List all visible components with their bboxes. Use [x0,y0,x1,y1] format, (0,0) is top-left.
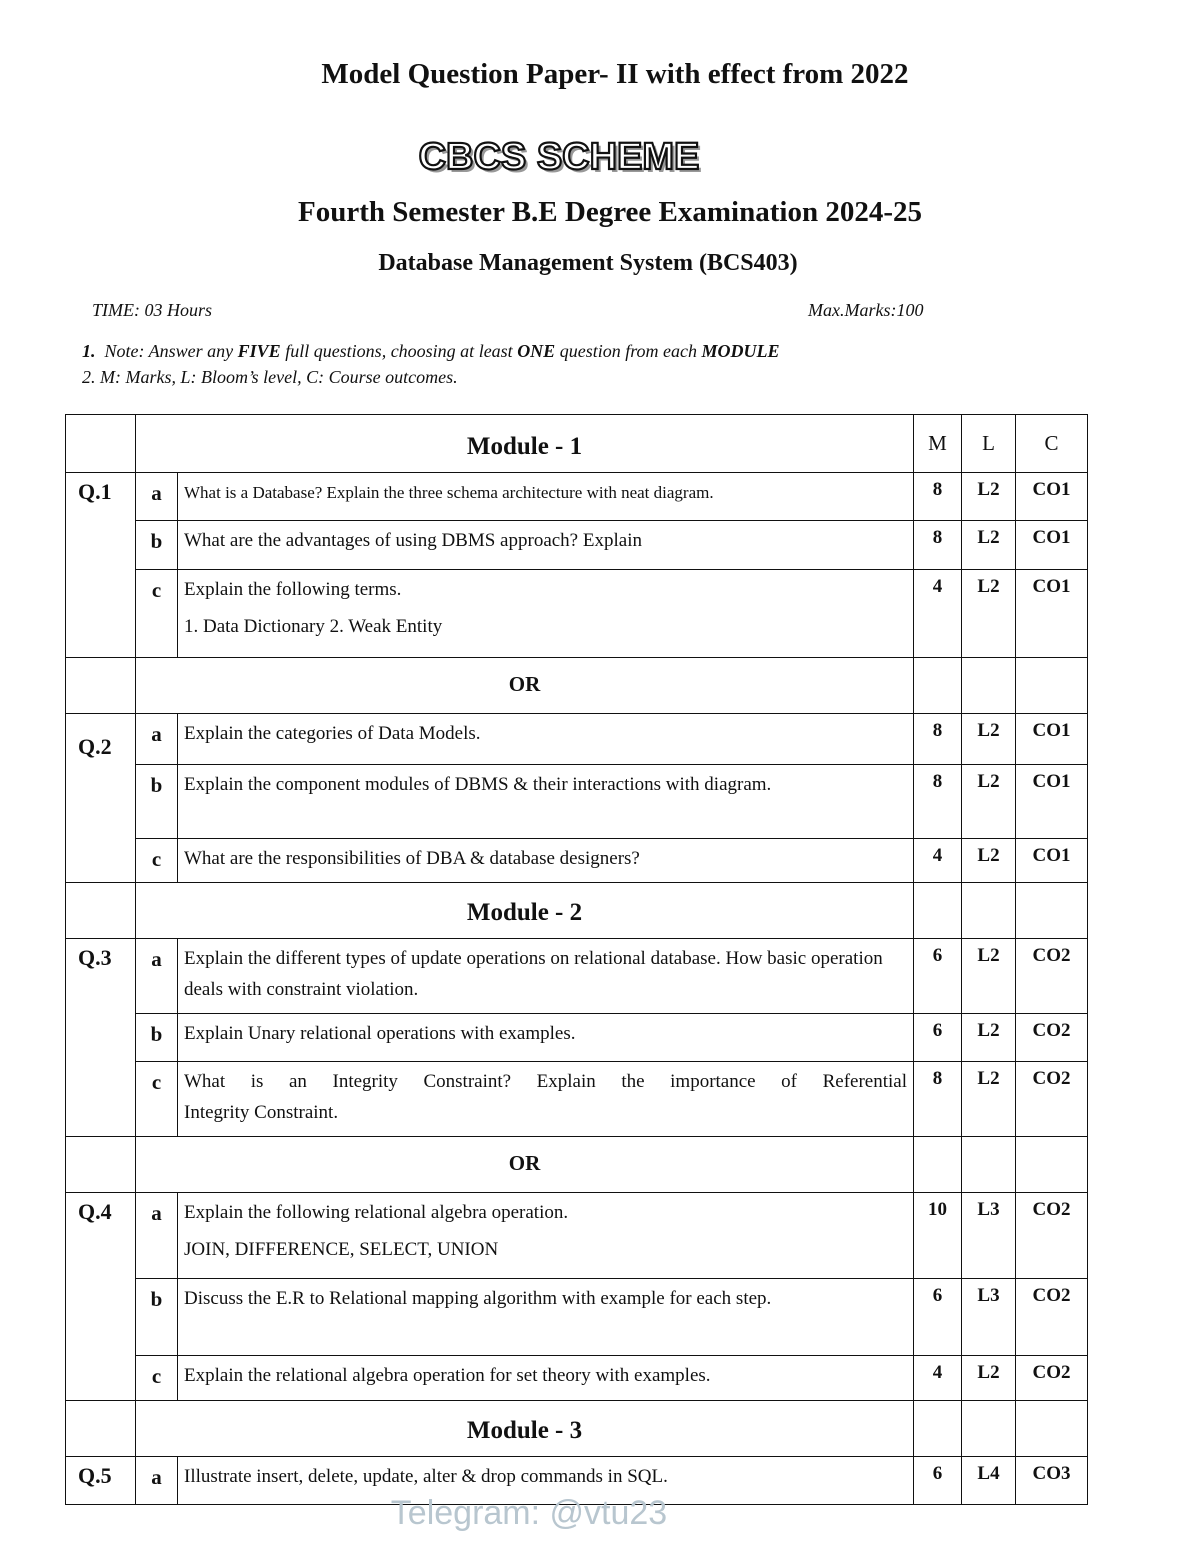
question-text-line-1: What is an Integrity Constraint? Explain the importance of Referential [184,1071,907,1092]
course-outcome: CO1 [1016,765,1088,839]
course-outcome: CO2 [1016,1062,1088,1137]
sub-label: a [136,939,178,1014]
marks: 8 [914,714,962,765]
module-3-heading: Module - 3 [136,1401,914,1457]
bloom-level: L2 [962,939,1016,1014]
module-header-row [66,415,1088,473]
bloom-level: L3 [962,1279,1016,1356]
course-outcome: CO2 [1016,1279,1088,1356]
table-row [66,521,1088,570]
question-text: Explain the relational algebra operation for set theory with examples. [178,1356,914,1401]
empty-cell [1016,658,1088,714]
marks: 6 [914,1279,962,1356]
question-text [178,1193,914,1279]
sub-label: b [136,521,178,570]
course-outcome: CO1 [1016,714,1088,765]
sub-label: c [136,839,178,883]
marks: 4 [914,570,962,658]
subject-title: Database Management System (BCS403) [378,250,798,276]
module-2-heading: Module - 2 [136,883,914,939]
module-header-row [66,883,1088,939]
instruction-1-bold-one: ONE [517,341,556,361]
question-text [178,570,914,658]
question-number: Q.3 [66,939,136,1137]
empty-cell [66,415,136,473]
sub-label: a [136,1193,178,1279]
question-text-line-2: JOIN, DIFFERENCE, SELECT, UNION [184,1239,499,1260]
max-marks: Max.Marks:100 [808,300,924,320]
empty-cell [66,1137,136,1193]
instruction-1-number: 1. [82,341,96,361]
empty-cell [962,1137,1016,1193]
table-row [66,714,1088,765]
bloom-level: L4 [962,1457,1016,1505]
instruction-1-text: Note: Answer any [104,341,238,361]
table-row [66,570,1088,658]
instructions [82,338,780,390]
table-row [66,1279,1088,1356]
marks: 6 [914,1457,962,1505]
sub-label: b [136,1014,178,1062]
module-1-heading: Module - 1 [136,415,914,473]
course-outcome: CO2 [1016,939,1088,1014]
bloom-level: L2 [962,839,1016,883]
table-row [66,1356,1088,1401]
course-outcome: CO2 [1016,1014,1088,1062]
marks: 4 [914,1356,962,1401]
empty-cell [1016,1137,1088,1193]
empty-cell [962,658,1016,714]
course-outcome: CO2 [1016,1356,1088,1401]
watermark: Telegram: @vtu23 [390,1494,668,1532]
bloom-level: L2 [962,521,1016,570]
empty-cell [914,883,962,939]
instruction-1-text-mid: full questions, choosing at least [280,341,518,361]
sub-label: a [136,714,178,765]
question-text: Explain Unary relational operations with examples. [178,1014,914,1062]
col-header-co: C [1016,415,1088,473]
marks: 8 [914,521,962,570]
question-number: Q.4 [66,1193,136,1401]
question-text-line-2: Integrity Constraint. [184,1102,339,1123]
marks: 8 [914,473,962,521]
course-outcome: CO1 [1016,473,1088,521]
sub-label: b [136,1279,178,1356]
bloom-level: L2 [962,765,1016,839]
question-text: Explain the different types of update operations on relational database. How basic operation deals with constraint violation. [178,939,914,1014]
course-outcome: CO2 [1016,1193,1088,1279]
empty-cell [962,883,1016,939]
empty-cell [1016,1401,1088,1457]
table-row [66,765,1088,839]
question-text-line-1: Explain the following relational algebra operation. [184,1202,569,1223]
or-row [66,1137,1088,1193]
course-outcome: CO3 [1016,1457,1088,1505]
empty-cell [66,883,136,939]
marks: 8 [914,765,962,839]
instruction-1 [82,338,780,364]
table-row [66,839,1088,883]
course-outcome: CO1 [1016,521,1088,570]
sub-label: a [136,473,178,521]
or-separator: OR [136,658,914,714]
question-text-line-2: 1. Data Dictionary 2. Weak Entity [184,616,443,637]
table-row [66,1193,1088,1279]
question-text: Discuss the E.R to Relational mapping algorithm with example for each step. [178,1279,914,1356]
instruction-1-bold-module: MODULE [701,341,780,361]
question-text-line-1: Explain the following terms. [184,579,402,600]
marks: 4 [914,839,962,883]
table-row [66,1014,1088,1062]
table-row [66,1062,1088,1137]
table-row [66,473,1088,521]
col-header-marks: M [914,415,962,473]
question-text: What are the responsibilities of DBA & database designers? [178,839,914,883]
empty-cell [914,1401,962,1457]
empty-cell [914,1137,962,1193]
sub-label: c [136,1062,178,1137]
sub-label: c [136,570,178,658]
bloom-level: L2 [962,714,1016,765]
sub-label: b [136,765,178,839]
table-row [66,939,1088,1014]
bloom-level: L2 [962,570,1016,658]
exam-time: TIME: 03 Hours [92,300,212,320]
question-number: Q.1 [66,473,136,658]
question-number: Q.5 [66,1457,136,1505]
empty-cell [962,1401,1016,1457]
scheme-logo: CBCS SCHEME [418,136,700,178]
empty-cell [914,658,962,714]
instruction-1-bold-five: FIVE [237,341,281,361]
question-text [178,1062,914,1137]
question-number: Q.2 [66,714,136,883]
question-text: What are the advantages of using DBMS approach? Explain [178,521,914,570]
sub-label: c [136,1356,178,1401]
question-text: Explain the categories of Data Models. [178,714,914,765]
course-outcome: CO1 [1016,839,1088,883]
bloom-level: L2 [962,473,1016,521]
paper-title: Model Question Paper- II with effect from 2022 [321,58,909,90]
or-separator: OR [136,1137,914,1193]
instruction-1-text-post: question from each [555,341,702,361]
or-row [66,658,1088,714]
question-text: Explain the component modules of DBMS & their interactions with diagram. [178,765,914,839]
empty-cell [66,1401,136,1457]
exam-title: Fourth Semester B.E Degree Examination 2024-25 [298,196,922,228]
bloom-level: L2 [962,1014,1016,1062]
empty-cell [1016,883,1088,939]
marks: 10 [914,1193,962,1279]
question-text: Illustrate insert, delete, update, alter & drop commands in SQL. [178,1457,914,1505]
sub-label: a [136,1457,178,1505]
marks: 8 [914,1062,962,1137]
empty-cell [66,658,136,714]
bloom-level: L2 [962,1062,1016,1137]
instruction-2: 2. M: Marks, L: Bloom’s level, C: Course outcomes. [82,367,458,387]
question-text: What is a Database? Explain the three schema architecture with neat diagram. [178,473,914,521]
col-header-level: L [962,415,1016,473]
question-table [65,414,1088,1505]
marks: 6 [914,1014,962,1062]
marks: 6 [914,939,962,1014]
module-header-row [66,1401,1088,1457]
bloom-level: L3 [962,1193,1016,1279]
course-outcome: CO1 [1016,570,1088,658]
bloom-level: L2 [962,1356,1016,1401]
